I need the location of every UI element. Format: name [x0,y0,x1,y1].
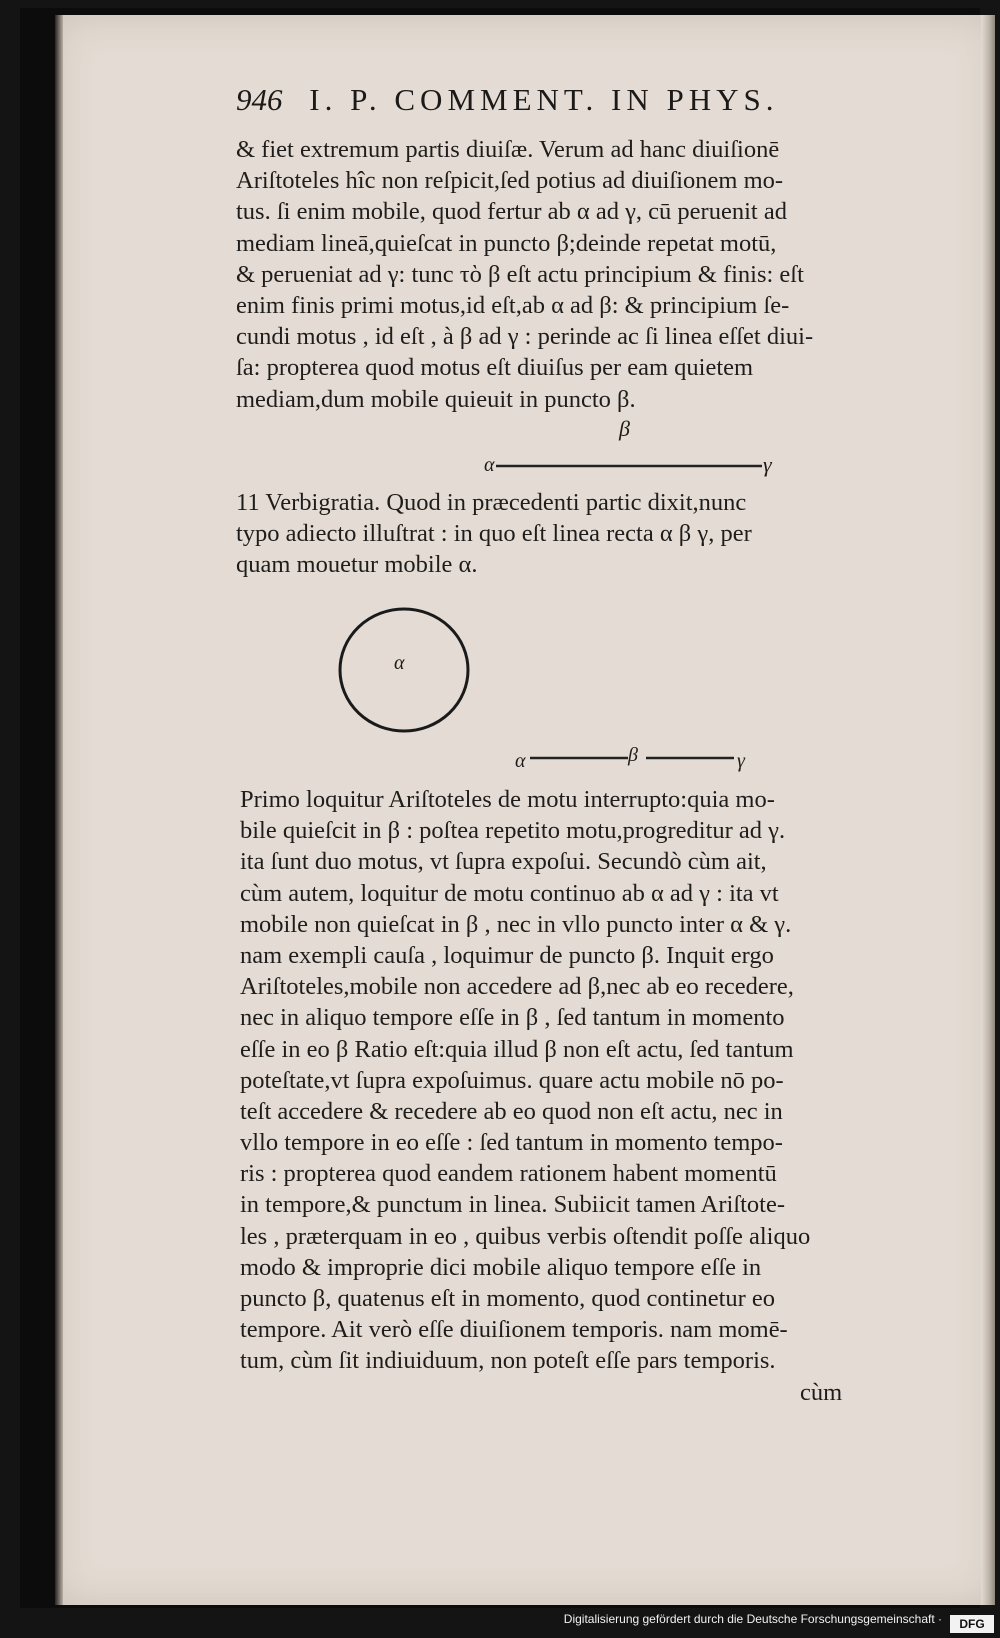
paragraph-3 [240,784,876,1408]
text-line: in tempore,& punctum in linea. Subiicit tamen Ariſtote- [240,1191,786,1219]
text-line: poteſtate,vt ſupra expoſuimus. quare actu mobile nō po- [240,1066,784,1094]
text-line: puncto β, quatenus eſt in momento, quod continetur eo [240,1285,776,1312]
figure-2-label-alpha: α [515,750,526,772]
text-line: nec in aliquo tempore eſſe in β , ſed tantum in momento [240,1004,785,1032]
text-line: enim finis primi motus,id eſt,ab α ad β: & principium ſe- [236,291,790,319]
running-title: I. P. COMMENT. IN PHYS. [309,82,779,117]
page-number: 946 [236,82,283,117]
figure-1-line [494,462,764,470]
digitization-credit: Digitalisierung gefördert durch die Deutsche Forschungsgemeinschaft · [563,1612,942,1626]
text-line: tum, cùm ſit indiuiduum, non poteſt eſſe pars temporis. [240,1347,776,1375]
figure-1-label-alpha: α [484,454,495,476]
text-line: quam mouetur mobile α. [236,551,478,579]
text-line: tempore. Ait verò eſſe diuiſionem temporis. nam momē- [240,1316,788,1344]
text-line: bile quieſcit in β : poſtea repetito motu,progreditur ad γ. [240,817,786,845]
circle-label-alpha: α [394,652,405,674]
text-line: ita ſunt duo motus, vt ſupra expoſui. Secundò cùm ait, [240,848,767,876]
text-line: 11 Verbigratia. Quod in præcedenti partic dixit,nunc [236,489,747,516]
text-line: tus. ſi enim mobile, quod fertur ab α ad γ, cū peruenit ad [236,198,787,226]
text-line: modo & improprie dici mobile aliquo tempore eſſe in [240,1253,762,1281]
text-line: & perueniat ad γ: tunc τὸ β eſt actu principium & finis: eſt [236,260,804,288]
text-line: les , præterquam in eo , quibus verbis oſtendit poſſe aliquo [240,1222,811,1250]
text-line: Primo loquitur Ariſtoteles de motu interrupto:quia mo- [240,786,775,813]
text-line: Ariſtoteles hîc non reſpicit,ſed potius ad diuiſionem mo- [236,167,784,195]
figure-1-label-gamma: γ [763,452,772,477]
text-line: ris : propterea quod eandem rationem habent momentū [240,1160,777,1188]
text-line: Ariſtoteles,mobile non accedere ad β,nec ab eo recedere, [240,973,794,1001]
catchword: cùm [800,1378,843,1406]
paragraph-1 [236,134,876,415]
figure-2-label-gamma: γ [737,750,745,772]
text-line: teſt accedere & recedere ab eo quod non eſt actu, nec in [240,1097,783,1125]
page-gutter-shadow [55,15,63,1605]
text-line: typo adiecto illuſtrat : in quo eſt linea recta α β γ, per [236,520,752,548]
text-line: cùm autem, loquitur de motu continuo ab α ad γ : ita vt [240,879,779,907]
text-line: ſa: propterea quod motus eſt diuiſus per eam quietem [236,354,754,382]
dfg-logo: DFG [950,1615,994,1633]
text-line: cundi motus , id eſt , à β ad γ : perinde ac ſi linea eſſet diui- [236,323,814,351]
figure-1-label-beta: β [619,416,630,441]
page-edge [981,15,995,1605]
text-line: & fiet extremum partis diuiſæ. Verum ad hanc diuiſionē [236,136,780,163]
running-header [236,82,876,124]
text-line: mediam lineā,quieſcat in puncto β;deinde repetat motū, [236,229,777,257]
paragraph-2 [236,487,876,581]
text-line: mediam,dum mobile quieuit in puncto β. [236,385,636,413]
text-line: nam exempli cauſa , loquimur de puncto β. Inquit ergo [240,941,774,969]
text-line: eſſe in eo β Ratio eſt:quia illud β non eſt actu, ſed tantum [240,1035,794,1063]
text-line: mobile non quieſcat in β , nec in vllo puncto inter α & γ. [240,910,792,938]
text-line: vllo tempore in eo eſſe : ſed tantum in momento tempo- [240,1129,783,1157]
figure-2-label-beta: β [628,744,638,766]
